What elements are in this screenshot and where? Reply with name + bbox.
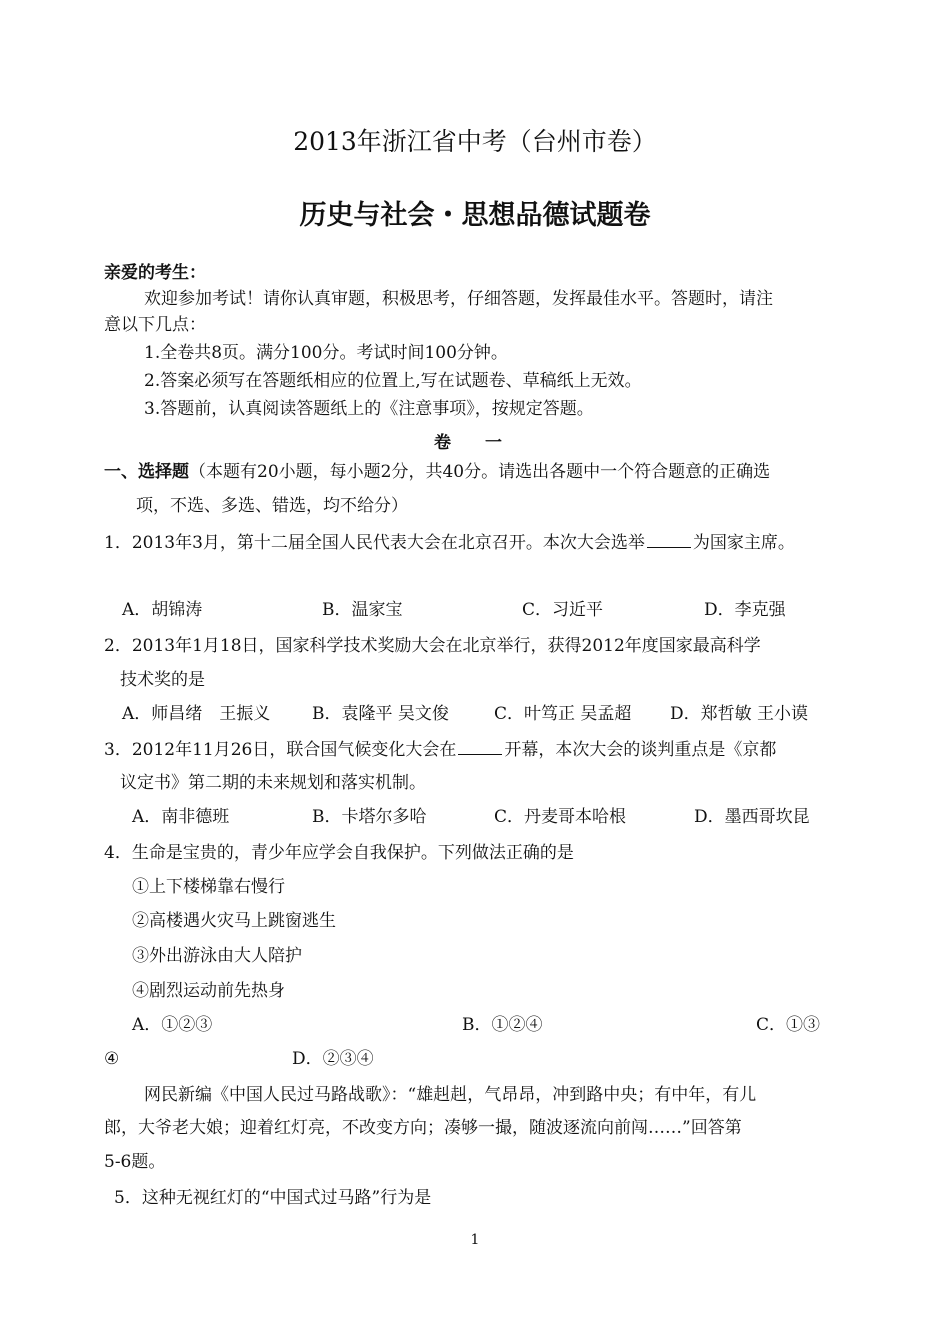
question-3: [104, 738, 776, 761]
q4-option-a: A．①②③: [132, 1015, 213, 1035]
exam-title: 2013年浙江省中考（台州市卷）: [293, 127, 657, 156]
part-heading: [104, 461, 770, 483]
note-2: 2.答案必须写在答题纸相应的位置上,写在试题卷、草稿纸上无效。: [144, 371, 642, 391]
q3-option-d: D．墨西哥坎昆: [694, 807, 810, 827]
section-title: 卷 一: [434, 433, 516, 453]
q1-option-c: C．习近平: [522, 600, 604, 620]
q4-option-c: C．①③: [756, 1015, 821, 1035]
passage-line-3: 5-6题。: [104, 1152, 166, 1172]
q3-option-a: A．南非德班: [132, 807, 230, 827]
intro-line-2: 意以下几点：: [104, 315, 206, 335]
q3-stem-after: 开幕，本次大会的谈判重点是《京都: [504, 740, 777, 760]
q3-option-c: C．丹麦哥本哈根: [494, 807, 627, 827]
q4-item-4: ④剧烈运动前先热身: [132, 981, 285, 1001]
q1-option-b: B．温家宝: [322, 600, 403, 620]
q1-option-d: D．李克强: [704, 600, 786, 620]
part-description-line-2: 项，不选、多选、错选，均不给分）: [136, 496, 408, 516]
q4-stem: 4．生命是宝贵的，青少年应学会自我保护。下列做法正确的是: [104, 843, 574, 863]
q4-option-d: D．②③④: [292, 1049, 374, 1069]
q1-stem-after: 为国家主席。: [692, 533, 795, 553]
page-number: 1: [470, 1232, 480, 1248]
note-3: 3.答题前，认真阅读答题纸上的《注意事项》，按规定答题。: [144, 399, 594, 419]
q4-option-b: B．①②④: [462, 1015, 543, 1035]
part-label: 一、选择题: [104, 462, 189, 482]
exam-subtitle: 历史与社会・思想品德试题卷: [299, 200, 651, 231]
passage-line-2: 郎，大爷老大娘；迎着红灯亮，不改变方向；凑够一撮，随波逐流向前闯……”回答第: [104, 1118, 742, 1138]
q1-option-a: A．胡锦涛: [122, 600, 203, 620]
q1-stem-before: 1．2013年3月，第十二届全国人民代表大会在北京召开。本次大会选举: [104, 533, 645, 553]
q3-stem-before: 3．2012年11月26日，联合国气候变化大会在: [104, 740, 457, 760]
intro-line-1: 欢迎参加考试！请你认真审题，积极思考，仔细答题，发挥最佳水平。答题时，请注: [144, 289, 773, 309]
q4-item-2: ②高楼遇火灾马上跳窗逃生: [132, 911, 336, 931]
q3-stem-line-2: 议定书》第二期的未来规划和落实机制。: [120, 773, 426, 793]
q2-option-b: B．袁隆平 吴文俊: [312, 704, 449, 724]
q2-option-a: A．师昌绪 王振义: [122, 704, 271, 724]
question-1: [104, 531, 795, 554]
q4-item-3: ③外出游泳由大人陪护: [132, 946, 302, 966]
q2-option-d: D．郑哲敏 王小谟: [670, 704, 809, 724]
q2-option-c: C．叶笃正 吴孟超: [494, 704, 632, 724]
q2-stem-line-1: 2．2013年1月18日，国家科学技术奖励大会在北京举行，获得2012年度国家最高科学: [104, 636, 761, 656]
q4-option-c-continued: ④: [104, 1049, 120, 1069]
part-description: （本题有20小题，每小题2分，共40分。请选出各题中一个符合题意的正确选: [189, 462, 771, 482]
q1-blank: [647, 531, 691, 548]
q3-blank: [458, 738, 502, 755]
q2-stem-line-2: 技术奖的是: [120, 670, 205, 690]
note-1: 1.全卷共8页。满分100分。考试时间100分钟。: [144, 343, 508, 363]
greeting: 亲爱的考生：: [104, 263, 206, 283]
q5-stem: 5．这种无视红灯的“中国式过马路”行为是: [114, 1188, 432, 1208]
q3-option-b: B．卡塔尔多哈: [312, 807, 427, 827]
q4-item-1: ①上下楼梯靠右慢行: [132, 877, 285, 897]
passage-line-1: 网民新编《中国人民过马路战歌》：“雄赳赳，气昂昂，冲到路中央；有中年，有儿: [144, 1085, 757, 1105]
